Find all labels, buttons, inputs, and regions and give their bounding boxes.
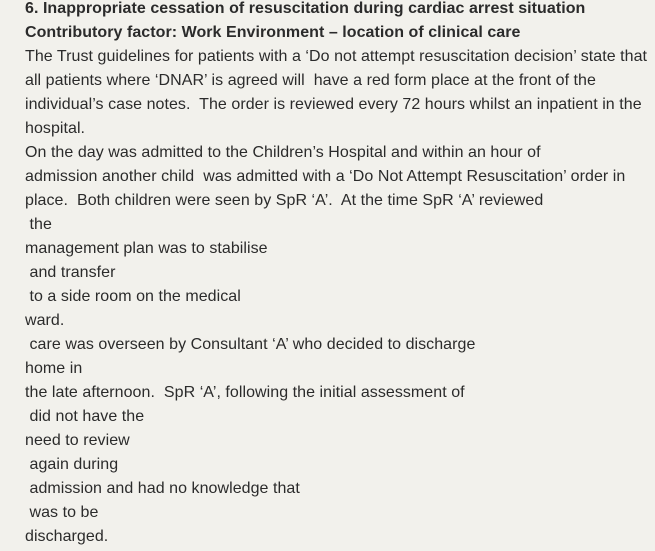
body-line: individual’s case notes. The order is reviewed every 72 hours whilst an inpatient in the xyxy=(25,96,642,113)
body-line: to a side room on the medical xyxy=(25,288,241,305)
body-line: home in xyxy=(25,360,83,377)
body-line: was to be xyxy=(25,504,99,521)
body-line: The Trust guidelines for patients with a ‘Do not attempt resuscitation decision’ state that xyxy=(25,48,648,65)
body-line: all patients where ‘DNAR’ is agreed will have a red form place at the front of the xyxy=(25,72,596,89)
body-line: the xyxy=(25,216,52,233)
body-line: admission another child was admitted with a ‘Do Not Attempt Resuscitation’ order in xyxy=(25,168,626,185)
body-line: place. Both children were seen by SpR ‘A’. At the time SpR ‘A’ reviewed xyxy=(25,192,544,209)
body-line: need to review xyxy=(25,432,130,449)
body-line: On the day was admitted to the Children’s Hospital and within an hour of xyxy=(25,144,541,161)
body-line: care was overseen by Consultant ‘A’ who decided to discharge xyxy=(25,336,476,353)
section-heading: 6. Inappropriate cessation of resuscitation during cardiac arrest situation xyxy=(25,0,586,17)
body-line: discharged. xyxy=(25,528,109,545)
body-line: did not have the xyxy=(25,408,145,425)
body-line: ward. xyxy=(25,312,65,329)
body-line: management plan was to stabilise xyxy=(25,240,268,257)
body-line: hospital. xyxy=(25,120,86,137)
body-line: admission and had no knowledge that xyxy=(25,480,300,497)
body-line: and transfer xyxy=(25,264,116,281)
body-line: again during xyxy=(25,456,119,473)
contributory-factor-heading: Contributory factor: Work Environment – location of clinical care xyxy=(25,24,521,41)
body-line: the late afternoon. SpR ‘A’, following the initial assessment of xyxy=(25,384,465,401)
